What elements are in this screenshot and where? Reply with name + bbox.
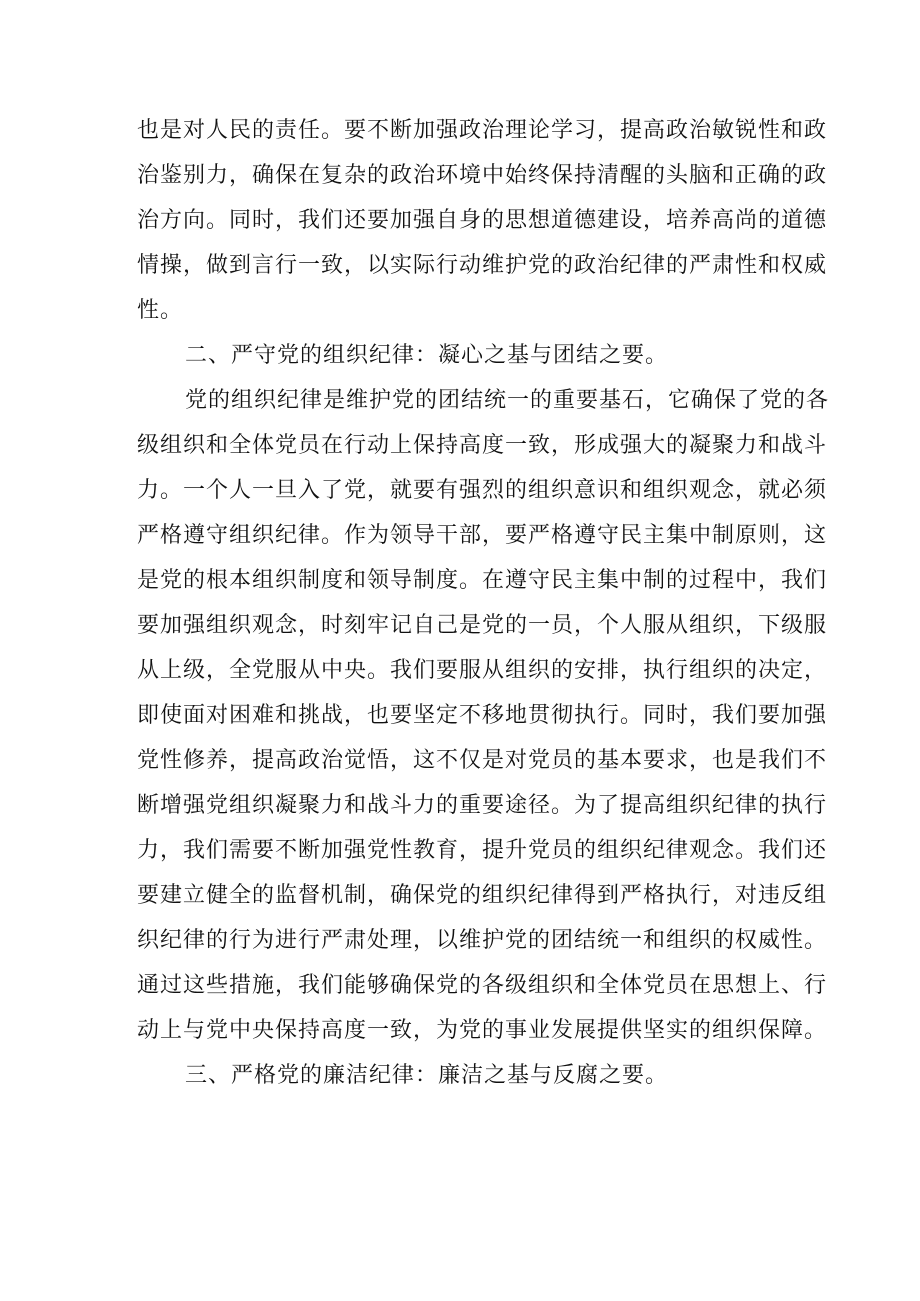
text-line: 力。一个人一旦入了党，就要有强烈的组织意识和组织观念，就必须 <box>137 478 828 503</box>
text-line: 严格遵守组织纪律。作为领导干部，要严格遵守民主集中制原则，这 <box>137 523 828 548</box>
document-body <box>137 108 830 1098</box>
text-line: 党的组织纪律是维护党的团结统一的重要基石，它确保了党的各 <box>185 388 830 413</box>
text-line: 断增强党组织凝聚力和战斗力的重要途径。为了提高组织纪律的执行 <box>137 793 828 818</box>
text-line: 是党的根本组织制度和领导制度。在遵守民主集中制的过程中，我们 <box>137 568 828 593</box>
section-heading-3: 三、严格党的廉洁纪律：廉洁之基与反腐之要。 <box>185 1063 669 1088</box>
text-line: 动上与党中央保持高度一致，为党的事业发展提供坚实的组织保障。 <box>137 1018 828 1043</box>
text-line: 从上级，全党服从中央。我们要服从组织的安排，执行组织的决定， <box>137 658 828 683</box>
text-line: 要加强组织观念，时刻牢记自己是党的一员，个人服从组织，下级服 <box>137 613 828 638</box>
text-line: 治方向。同时，我们还要加强自身的思想道德建设，培养高尚的道德 <box>137 208 828 233</box>
text-line: 即使面对困难和挑战，也要坚定不移地贯彻执行。同时，我们要加强 <box>137 703 828 728</box>
text-line: 要建立健全的监督机制，确保党的组织纪律得到严格执行，对违反组 <box>137 883 828 908</box>
text-line: 情操，做到言行一致，以实际行动维护党的政治纪律的严肃性和权威 <box>137 253 828 278</box>
section-heading-2: 二、严守党的组织纪律：凝心之基与团结之要。 <box>185 343 669 368</box>
text-line: 也是对人民的责任。要不断加强政治理论学习，提高政治敏锐性和政 <box>137 118 828 143</box>
text-line: 级组织和全体党员在行动上保持高度一致，形成强大的凝聚力和战斗 <box>137 433 828 458</box>
text-line: 力，我们需要不断加强党性教育，提升党员的组织纪律观念。我们还 <box>137 838 828 863</box>
text-line: 性。 <box>137 298 184 323</box>
text-line: 织纪律的行为进行严肃处理，以维护党的团结统一和组织的权威性。 <box>137 928 828 953</box>
text-line: 党性修养，提高政治觉悟，这不仅是对党员的基本要求，也是我们不 <box>137 748 828 773</box>
text-line: 通过这些措施，我们能够确保党的各级组织和全体党员在思想上、行 <box>137 973 828 998</box>
text-line: 治鉴别力，确保在复杂的政治环境中始终保持清醒的头脑和正确的政 <box>137 163 828 188</box>
